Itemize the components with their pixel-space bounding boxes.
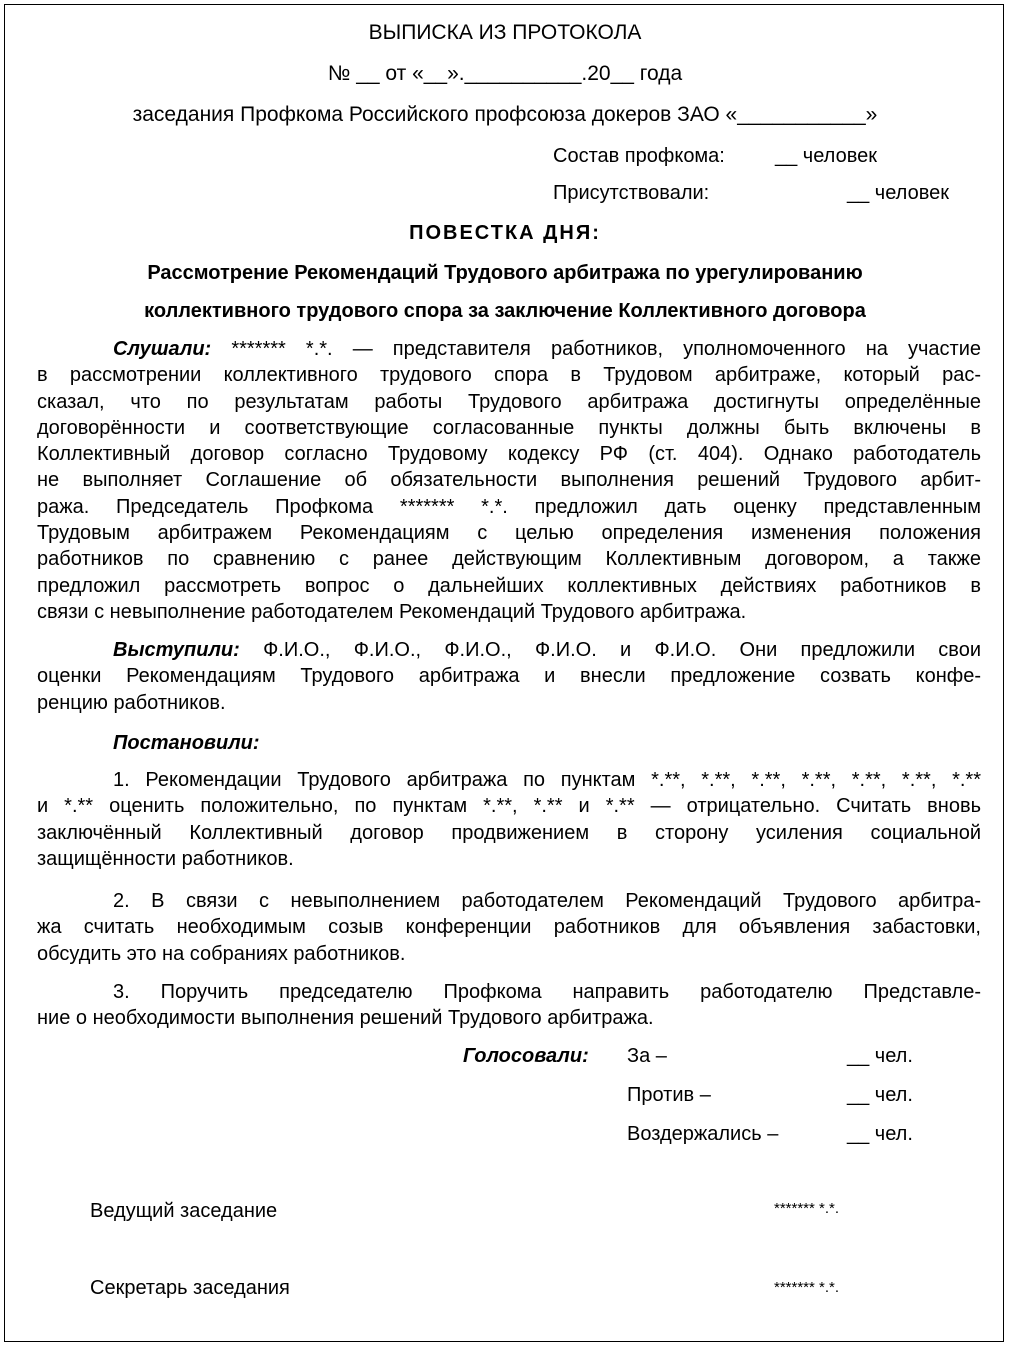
heard-line: работников по сравнению с ранее действующим Коллективным договором, а также bbox=[37, 548, 981, 571]
meeting-line: заседания Профкома Российского профсоюза докеров ЗАО «___________» bbox=[132, 103, 878, 126]
chair-name: ******* *.*. bbox=[774, 1200, 840, 1217]
vote-abstained-label: Воздержались – bbox=[627, 1123, 779, 1145]
voting-label: Голосовали: bbox=[463, 1045, 589, 1067]
spoke-section bbox=[37, 637, 981, 716]
secretary-label: Секретарь заседания bbox=[90, 1277, 290, 1299]
heard-line: Трудовым арбитражем Рекомендациям с целью определения изменения положения bbox=[37, 522, 981, 545]
agenda-topic-line-2: коллективного трудового спора за заключение Коллективного договора bbox=[144, 300, 866, 322]
document-page bbox=[4, 4, 1004, 1342]
heard-line: в рассмотрении коллективного трудового спора в Трудовом арбитраже, который рас- bbox=[37, 364, 981, 387]
resolution-line: заключённый Коллективный договор продвижением в сторону усиления социальной bbox=[37, 821, 981, 844]
agenda-heading: ПОВЕСТКА ДНЯ: bbox=[409, 222, 601, 244]
spoke-line: Выступили: Ф.И.О., Ф.И.О., Ф.И.О., Ф.И.О. и Ф.И.О. Они предложили свои bbox=[113, 639, 981, 661]
vote-against-value: __ чел. bbox=[847, 1084, 913, 1106]
protocol-number-line: № __ от «__».__________.20__ года bbox=[327, 62, 683, 85]
present-label: Присутствовали: bbox=[553, 182, 710, 204]
document-title: ВЫПИСКА ИЗ ПРОТОКОЛА bbox=[368, 21, 642, 44]
secretary-name: ******* *.*. bbox=[774, 1279, 840, 1296]
resolution-item-3 bbox=[37, 979, 981, 1032]
vote-for-value: __ чел. bbox=[847, 1045, 913, 1067]
heard-line: Коллективный договор согласно Трудовому кодексу РФ (ст. 404). Однако работодатель bbox=[37, 443, 981, 466]
resolution-line: 1. Рекомендации Трудового арбитража по пунктам *.**, *.**, *.**, *.**, *.**, *.**, *.** bbox=[113, 769, 981, 791]
resolution-line: защищённости работников. bbox=[37, 847, 294, 870]
heard-label: Слушали: bbox=[113, 338, 212, 360]
resolution-line: 2. В связи с невыполнением работодателем Рекомендаций Трудового арбитра- bbox=[113, 890, 981, 912]
heard-section bbox=[37, 336, 981, 625]
spoke-label: Выступили: bbox=[113, 639, 240, 661]
members-label: Состав профкома: bbox=[553, 145, 725, 167]
resolution-item-1 bbox=[37, 767, 981, 872]
members-value: __ человек bbox=[775, 145, 877, 167]
agenda-topic-line-1: Рассмотрение Рекомендаций Трудового арбитража по урегулированию bbox=[147, 262, 863, 284]
resolution-line: жа считать необходимым созыв конференции работников для объявления забастовки, bbox=[37, 916, 981, 939]
heard-line: не выполняет Соглашение об обязательности выполнения решений Трудового арбит- bbox=[37, 469, 981, 492]
spoke-line: оценки Рекомендациям Трудового арбитража и внесли предложение созвать конфе- bbox=[37, 665, 981, 688]
heard-line: Слушали: ******* *.*. — представителя работников, уполномоченного на участие bbox=[113, 338, 981, 360]
chair-label: Ведущий заседание bbox=[90, 1200, 278, 1222]
vote-abstained-value: __ чел. bbox=[847, 1123, 913, 1145]
vote-against-label: Против – bbox=[627, 1084, 711, 1106]
resolution-item-2 bbox=[37, 888, 981, 967]
resolution-line: ние о необходимости выполнения решений Трудового арбитража. bbox=[37, 1007, 654, 1030]
present-value: __ человек bbox=[847, 182, 949, 204]
heard-line: ража. Председатель Профкома ******* *.*. предложил дать оценку представленным bbox=[37, 495, 981, 518]
resolution-line: обсудить это на собраниях работников. bbox=[37, 942, 406, 965]
resolution-line: и *.** оценить положительно, по пунктам *.**, *.** и *.** — отрицательно. Считать вновь bbox=[37, 795, 981, 818]
heard-line: договорённости и соответствующие согласованные пункты должны быть включены в bbox=[37, 416, 981, 439]
heard-line: связи с невыполнение работодателем Рекомендаций Трудового арбитража. bbox=[37, 600, 747, 623]
vote-for-label: За – bbox=[627, 1045, 667, 1067]
heard-line: предложил рассмотреть вопрос о дальнейших коллективных действиях работников в bbox=[37, 574, 981, 597]
resolution-line: 3. Поручить председателю Профкома направить работодателю Представле- bbox=[113, 981, 981, 1003]
spoke-line: ренцию работников. bbox=[37, 691, 226, 714]
resolved-label: Постановили: bbox=[113, 732, 260, 754]
heard-line: сказал, что по результатам работы Трудового арбитража достигнуты определённые bbox=[37, 390, 981, 413]
